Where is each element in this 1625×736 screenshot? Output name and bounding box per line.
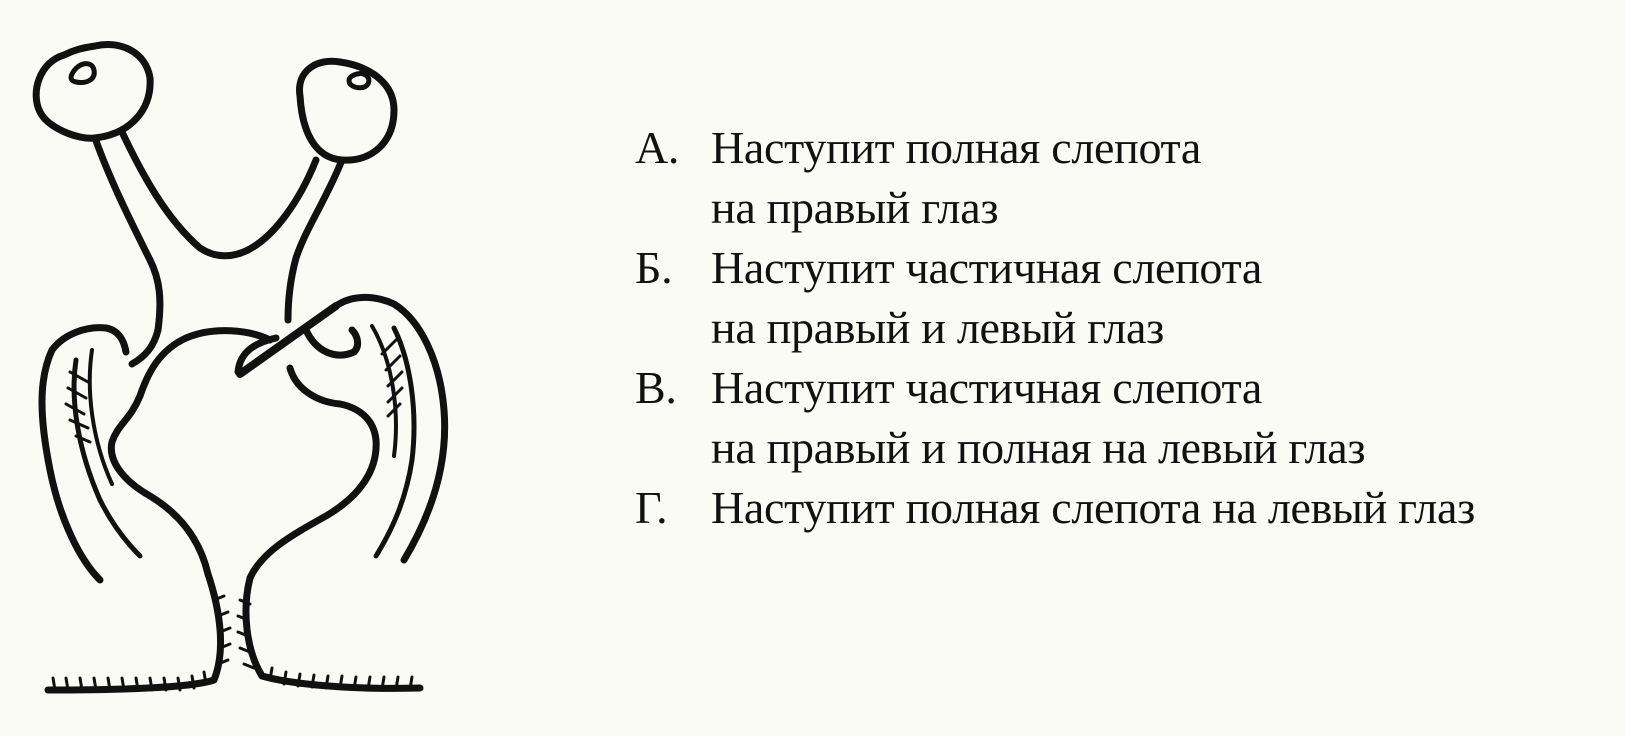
option-b[interactable] — [635, 238, 1595, 358]
answer-options — [635, 118, 1595, 538]
right-optic-nerve-outer — [288, 160, 342, 320]
option-text — [711, 238, 1595, 358]
right-hemisphere — [336, 297, 445, 560]
option-a[interactable] — [635, 118, 1595, 238]
option-line: на правый глаз — [711, 182, 999, 233]
option-g[interactable] — [635, 478, 1595, 538]
option-text — [711, 478, 1595, 538]
right-eye — [300, 61, 394, 160]
option-line: Наступит полная слепота на левый глаз — [711, 482, 1476, 533]
right-hook — [306, 330, 358, 355]
left-stalk — [48, 574, 221, 690]
option-letter: В. — [635, 362, 677, 413]
option-line: на правый и левый глаз — [711, 302, 1165, 353]
option-text — [711, 118, 1595, 238]
brain-diagram — [0, 0, 520, 736]
option-v[interactable] — [635, 358, 1595, 478]
option-letter: А. — [635, 122, 680, 173]
right-pupil — [349, 74, 369, 88]
left-optic-nerve-outer — [95, 138, 160, 330]
option-line: Наступит полная слепота — [711, 122, 1202, 173]
right-lower-curve — [250, 368, 376, 578]
option-line: Наступит частичная слепота — [711, 362, 1262, 413]
left-eye — [36, 44, 150, 138]
left-tract — [132, 330, 158, 364]
option-text — [711, 358, 1595, 478]
option-line: Наступит частичная слепота — [711, 242, 1262, 293]
option-letter: Б. — [635, 242, 673, 293]
visual-pathway-drawing — [0, 0, 520, 736]
option-line: на правый и полная на левый глаз — [711, 422, 1366, 473]
option-letter: Г. — [635, 482, 668, 533]
left-pupil — [71, 64, 94, 83]
